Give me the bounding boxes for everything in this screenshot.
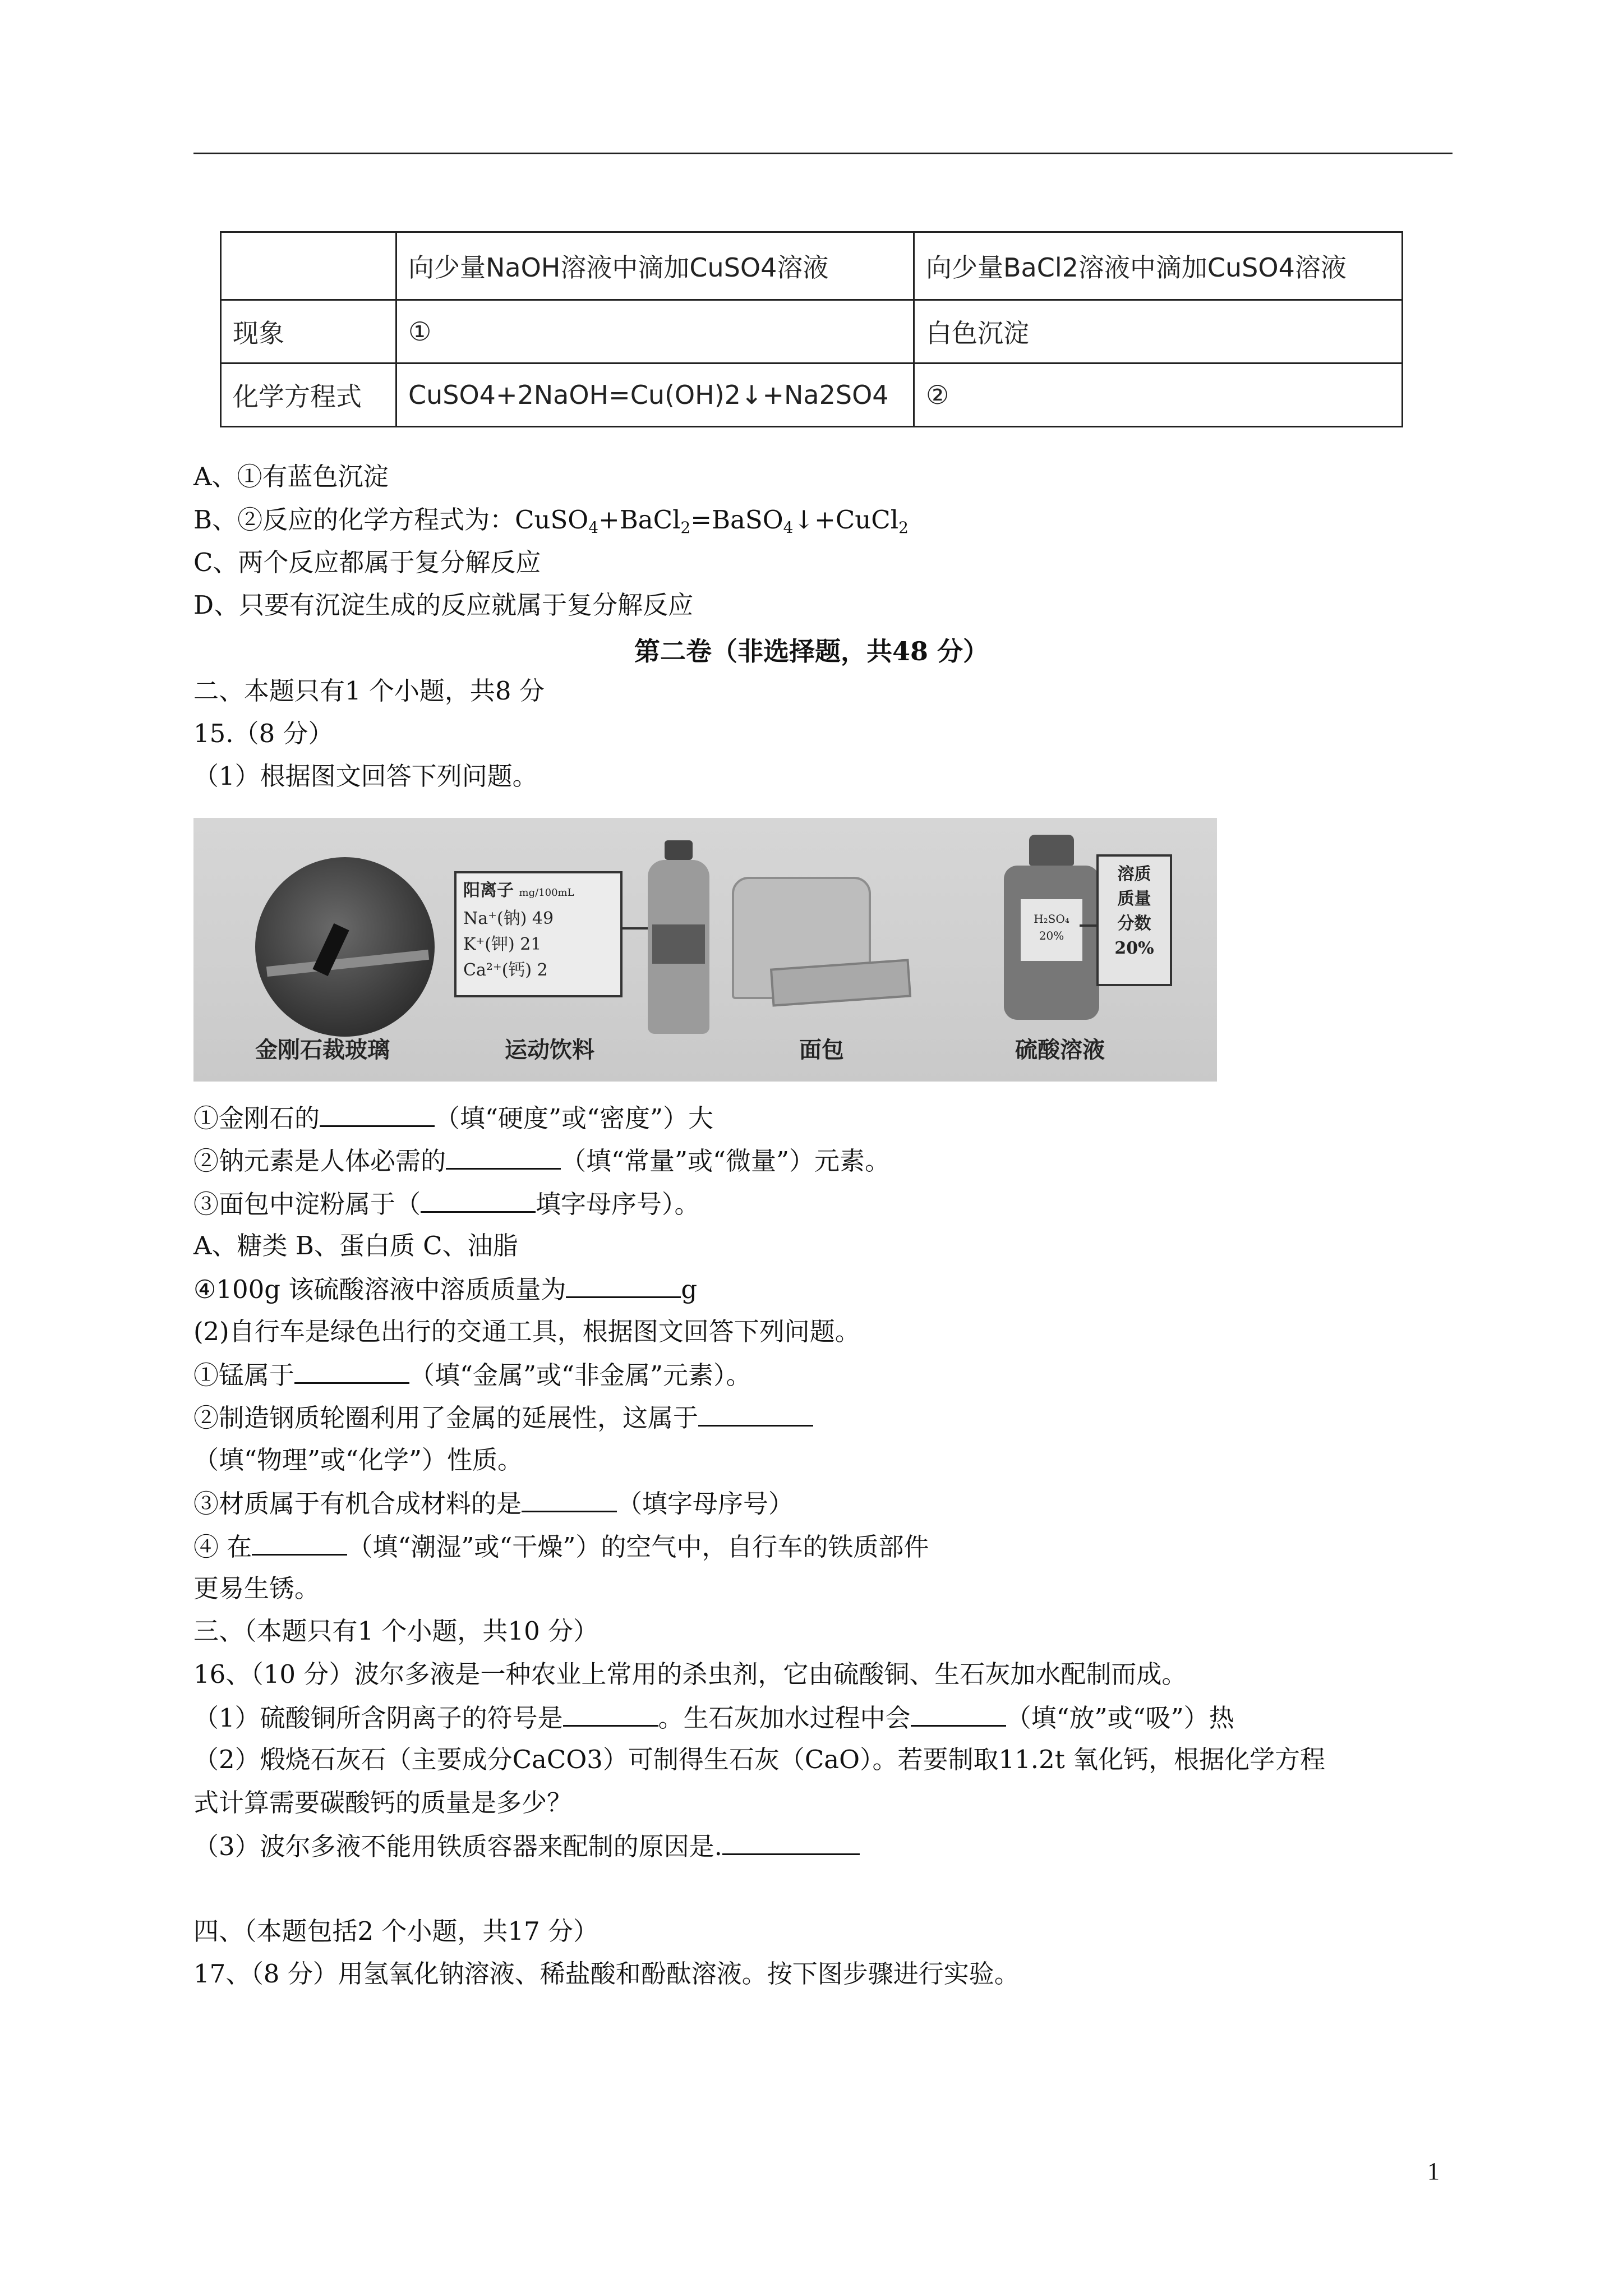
q15-item2: ②钠元素是人体必需的 （填“常量”或“微量”）元素。	[193, 1143, 890, 1178]
answer-blank[interactable]	[563, 1700, 658, 1727]
q15-item3: ③面包中淀粉属于（ 填字母序号）。	[193, 1186, 700, 1221]
table-cell: 白色沉淀	[914, 300, 1403, 364]
option-a: A、①有蓝色沉淀	[193, 462, 389, 491]
answer-blank[interactable]	[722, 1829, 860, 1855]
q15-part2-item4-cont: 更易生锈。	[193, 1573, 320, 1603]
q16-part3: （3）波尔多液不能用铁质容器来配制的原因是.	[193, 1829, 860, 1864]
table-cell: CuSO4+2NaOH=Cu(OH)2↓+Na2SO4	[396, 364, 914, 427]
answer-blank[interactable]	[446, 1143, 561, 1170]
table-row	[221, 364, 1403, 427]
q16-part2-cont: 式计算需要碳酸钙的质量是多少？	[193, 1788, 573, 1818]
drink-label: 阳离子 mg/100mL Na⁺(钠) 49 K⁺(钾) 21 Ca²⁺(钙) 2	[454, 871, 623, 997]
q15-part2-item1: ①锰属于 （填“金属”或“非金属”元素）。	[193, 1358, 751, 1392]
table-cell: ②	[914, 364, 1403, 427]
q15-part2-item2-cont: （填“物理”或“化学”）性质。	[193, 1445, 523, 1475]
answer-blank[interactable]	[294, 1358, 409, 1384]
option-d: D、只要有沉淀生成的反应就属于复分解反应	[193, 590, 694, 620]
q15-item3-options: A、糖类 B、蛋白质 C、油脂	[193, 1231, 518, 1260]
table-header-row	[221, 232, 1403, 300]
figure-photo	[193, 818, 1217, 1082]
option-b: B、②反应的化学方程式为：CuSO$_4$+BaCl$_2$=BaSO$_4$↓+CuCl$_2$	[193, 505, 909, 537]
concentration-tag: 溶质 质量 分数 20%	[1096, 854, 1172, 986]
table-cell: ①	[396, 300, 914, 364]
q15-item1: ①金刚石的 （填“硬度”或“密度”）大	[193, 1101, 713, 1135]
q16-part1: （1）硫酸铜所含阴离子的符号是 。生石灰加水过程中会 （填“放”或“吸”）热	[193, 1700, 1234, 1735]
question-17: 17、（8 分）用氢氧化钠溶液、稀盐酸和酚酞溶液。按下图步骤进行实验。	[193, 1959, 1020, 1989]
answer-blank[interactable]	[911, 1700, 1006, 1727]
figure-caption: 面包	[799, 1037, 844, 1063]
section4-heading: 四、（本题包括2 个小题，共17 分）	[193, 1916, 599, 1946]
q15-part2: (2)自行车是绿色出行的交通工具，根据图文回答下列问题。	[193, 1317, 860, 1346]
q16-part2: （2）煅烧石灰石（主要成分CaCO3）可制得生石灰（CaO）。若要制取11.2t 氧化钙，根据化学方程	[193, 1745, 1326, 1774]
answer-blank[interactable]	[566, 1272, 681, 1298]
figure-caption: 硫酸溶液	[1015, 1037, 1105, 1063]
answer-blank[interactable]	[522, 1486, 617, 1512]
q15-part2-item4: ④ 在 （填“潮湿”或“干燥”）的空气中，自行车的铁质部件	[193, 1529, 929, 1564]
answer-blank[interactable]	[421, 1186, 536, 1213]
table-row	[221, 300, 1403, 364]
question-15-part1: （1）根据图文回答下列问题。	[193, 761, 538, 791]
diamond-cutting-glass-image	[255, 857, 435, 1037]
section2-heading: 二、本题只有1 个小题，共8 分	[193, 676, 545, 706]
answer-blank[interactable]	[252, 1529, 347, 1556]
figure-caption: 运动饮料	[505, 1037, 594, 1063]
question-15: 15.（8 分）	[193, 719, 334, 748]
answer-blank[interactable]	[698, 1400, 813, 1427]
table-header-cell: 向少量NaOH溶液中滴加CuSO4溶液	[396, 232, 914, 300]
table-header-cell: 向少量BaCl2溶液中滴加CuSO4溶液	[914, 232, 1403, 300]
table-row-label: 现象	[221, 300, 396, 364]
q15-part2-item2: ②制造钢质轮圈利用了金属的延展性，这属于	[193, 1400, 813, 1435]
sulfuric-acid-jar-image: H₂SO₄ 20%	[1004, 835, 1099, 1020]
answer-blank[interactable]	[320, 1101, 435, 1127]
section2-title: 第二卷（非选择题，共48 分）	[634, 636, 989, 666]
reaction-table	[220, 231, 1403, 427]
sports-drink-bottle-image	[648, 840, 709, 1034]
q15-part2-item3: ③材质属于有机合成材料的是 （填字母序号）	[193, 1486, 794, 1521]
table-row-label: 化学方程式	[221, 364, 396, 427]
figure-caption: 金刚石裁玻璃	[255, 1037, 390, 1063]
table-cell	[221, 232, 396, 300]
section3-heading: 三、（本题只有1 个小题，共10 分）	[193, 1616, 599, 1646]
question-16: 16、（10 分）波尔多液是一种农业上常用的杀虫剂，它由硫酸铜、生石灰加水配制而成。	[193, 1659, 1187, 1689]
page-number: 1	[1427, 2157, 1440, 2185]
q15-item4: ④100g 该硫酸溶液中溶质质量为 g	[193, 1272, 697, 1306]
header-rule	[193, 153, 1453, 154]
option-c: C、两个反应都属于复分解反应	[193, 547, 541, 577]
